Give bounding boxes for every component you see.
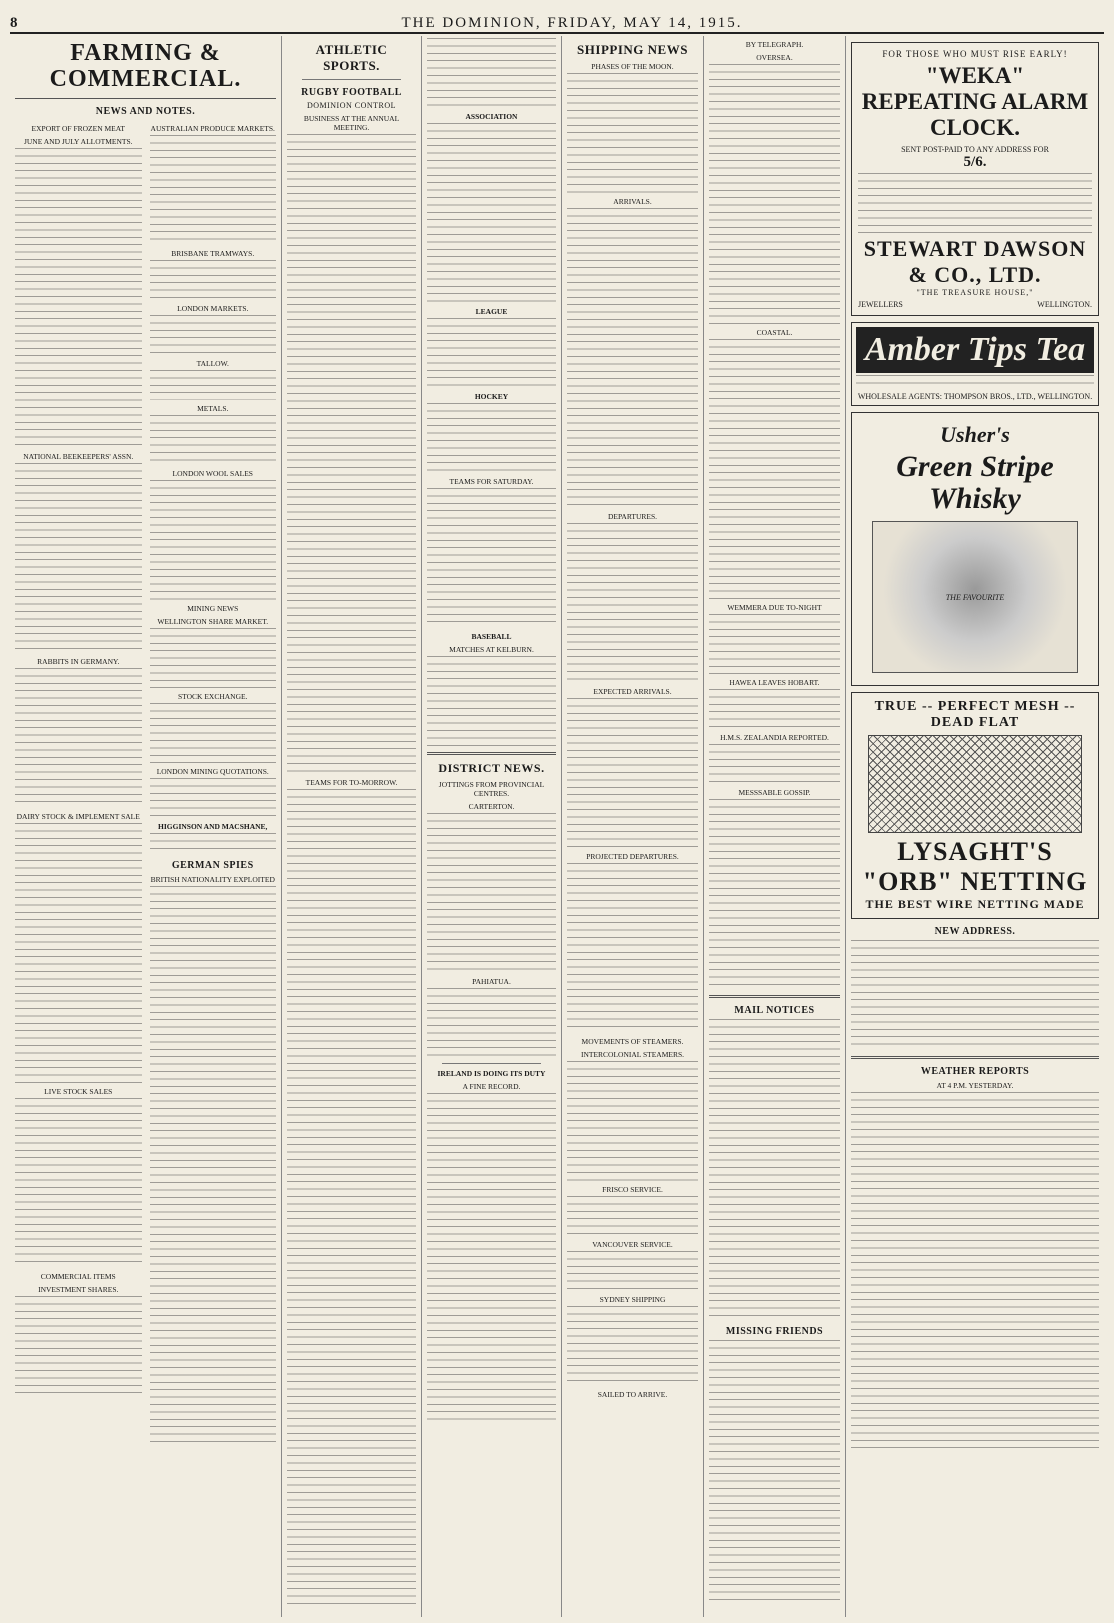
body-text: [427, 403, 556, 473]
tea-agents: WHOLESALE AGENTS: THOMPSON BROS., LTD., WELLINGTON.: [857, 392, 1093, 401]
investment-shares-heading: INVESTMENT SHARES.: [38, 1285, 119, 1294]
body-text: [150, 370, 277, 400]
usher-name: Usher's: [940, 422, 1010, 447]
body-text: [150, 260, 277, 300]
weka-price: 5/6.: [963, 154, 987, 170]
weather-heading: WEATHER REPORTS: [920, 1066, 1030, 1077]
association-column: [422, 36, 562, 1617]
amber-tips-ad: [851, 322, 1099, 406]
district-news-heading: DISTRICT NEWS.: [438, 761, 545, 775]
body-text: [567, 208, 698, 508]
sailed-heading: SAILED TO ARRIVE.: [597, 1390, 668, 1399]
body-text: [15, 823, 142, 1083]
jewellers-label: JEWELLERS: [858, 300, 903, 309]
share-market-heading: WELLINGTON SHARE MARKET.: [157, 617, 269, 626]
body-text: [851, 1092, 1099, 1452]
metals-heading: METALS.: [197, 404, 229, 413]
baseball-heading: BASEBALL: [471, 632, 512, 641]
wire-tagline: THE BEST WIRE NETTING MADE: [865, 897, 1085, 911]
missing-friends-heading: MISSING FRIENDS: [725, 1326, 824, 1337]
body-text: [427, 656, 556, 746]
mesh-tagline: TRUE -- PERFECT MESH -- DEAD FLAT: [874, 699, 1076, 730]
body-text: [150, 415, 277, 465]
green-stripe-title: Green Stripe Whisky: [896, 450, 1054, 515]
coastal-heading: COASTAL.: [756, 328, 793, 337]
body-text: [567, 1061, 698, 1181]
arrivals-heading: ARRIVALS.: [613, 197, 652, 206]
body-text: [150, 833, 277, 853]
body-text: [150, 778, 277, 818]
wemmera-heading: WEMMERA DUE TO-NIGHT: [727, 603, 822, 612]
higginson-ad: HIGGINSON AND MACSHANE,: [158, 822, 268, 831]
kelburn-heading: MATCHES AT KELBURN.: [449, 645, 534, 654]
body-text: [856, 375, 1094, 389]
telegraph-column: [704, 36, 846, 1617]
post-paid-text: SENT POST-PAID TO ANY ADDRESS FOR: [901, 145, 1049, 154]
body-text: [287, 789, 416, 1609]
wellington-label: WELLINGTON.: [1037, 300, 1092, 309]
treasure-house: "THE TREASURE HOUSE,": [916, 288, 1034, 297]
intercolonial-heading: INTERCOLONIAL STEAMERS.: [580, 1050, 685, 1059]
weka-title: "WEKA" REPEATING ALARM CLOCK.: [861, 63, 1089, 140]
athletic-heading: ATHLETIC SPORTS.: [315, 42, 388, 73]
favourite-caption: THE FAVOURITE: [945, 592, 1005, 602]
brisbane-heading: BRISBANE TRAMWAYS.: [171, 249, 255, 258]
hockey-heading: HOCKEY: [474, 392, 509, 401]
expected-heading: EXPECTED ARRIVALS.: [593, 687, 672, 696]
body-text: [709, 1019, 840, 1319]
body-text: [427, 123, 556, 303]
athletic-sports-section: [282, 36, 422, 1617]
body-text: [15, 463, 142, 653]
body-text: [709, 614, 840, 674]
body-text: [709, 744, 840, 784]
carterton-heading: CARTERTON.: [468, 802, 515, 811]
body-text: [851, 940, 1099, 1050]
zealandia-heading: H.M.S. ZEALANDIA REPORTED.: [720, 733, 829, 742]
netting-illustration: [868, 735, 1082, 833]
body-text: [567, 863, 698, 1033]
frisco-heading: FRISCO SERVICE.: [602, 1185, 663, 1194]
stock-exchange-heading: STOCK EXCHANGE.: [178, 692, 248, 701]
body-text: [427, 38, 556, 108]
body-text: [150, 703, 277, 763]
shipping-news-column: [562, 36, 704, 1617]
vancouver-heading: VANCOUVER SERVICE.: [592, 1240, 673, 1249]
body-text: [150, 480, 277, 600]
col2: [150, 120, 277, 1449]
telegraph-heading: BY TELEGRAPH.: [745, 40, 804, 49]
body-text: [709, 1340, 840, 1600]
rabbits-heading: RABBITS IN GERMANY.: [37, 657, 120, 666]
body-text: [567, 1306, 698, 1386]
bottle-illustration: [872, 521, 1078, 673]
body-text: [427, 488, 556, 628]
fine-record-heading: A FINE RECORD.: [462, 1082, 521, 1091]
advertisements-column: [846, 36, 1104, 1617]
movements-heading: MOVEMENTS OF STEAMERS.: [581, 1037, 684, 1046]
rugby-heading: RUGBY FOOTBALL: [301, 87, 402, 98]
body-text: [858, 173, 1092, 233]
body-text: [427, 1093, 556, 1423]
beekeepers-heading: NATIONAL BEEKEEPERS' ASSN.: [23, 452, 134, 461]
body-text: [150, 886, 277, 1446]
usher-whisky-ad: [851, 412, 1099, 686]
oversea-heading: OVERSEA.: [756, 53, 793, 62]
lysaght-netting-ad: [851, 692, 1099, 919]
wool-heading: LONDON WOOL SALES: [172, 469, 253, 478]
shipping-heading: SHIPPING NEWS: [577, 42, 688, 57]
page-number: 8: [10, 15, 18, 31]
projected-heading: PROJECTED DEPARTURES.: [586, 852, 679, 861]
london-markets-heading: LONDON MARKETS.: [177, 304, 249, 313]
body-text: [427, 988, 556, 1058]
body-text: [427, 813, 556, 973]
body-text: [150, 315, 277, 355]
tallow-heading: TALLOW.: [196, 359, 229, 368]
weka-clock-ad: [851, 42, 1099, 316]
ireland-heading: IRELAND IS DOING ITS DUTY: [437, 1069, 546, 1078]
body-text: [15, 1098, 142, 1268]
departures-heading: DEPARTURES.: [607, 512, 658, 521]
hawea-heading: HAWEA LEAVES HOBART.: [729, 678, 820, 687]
body-text: [15, 148, 142, 448]
sydney-shipping-heading: SYDNEY SHIPPING: [599, 1295, 666, 1304]
jottings-heading: JOTTINGS FROM PROVINCIAL CENTRES.: [438, 780, 545, 798]
early-tagline: FOR THOSE WHO MUST RISE EARLY!: [882, 49, 1068, 59]
body-text: [150, 135, 277, 245]
aus-produce-heading: AUSTRALIAN PRODUCE MARKETS.: [150, 124, 275, 133]
masthead-title: THE DOMINION, FRIDAY, MAY 14, 1915.: [401, 15, 743, 31]
masthead: [10, 6, 1104, 34]
dairy-sale-heading: DAIRY STOCK & IMPLEMENT SALE: [16, 812, 140, 821]
col1-left: [15, 120, 142, 1449]
farming-commercial-heading: FARMING & COMMERCIAL.: [15, 40, 276, 99]
body-text: [427, 318, 556, 388]
lysaght-title: LYSAGHT'S "ORB" NETTING: [862, 837, 1088, 896]
body-text: [567, 1251, 698, 1291]
body-text: [567, 73, 698, 193]
body-text: [567, 698, 698, 848]
body-text: [15, 668, 142, 808]
body-text: [287, 134, 416, 774]
weather-time: AT 4 P.M. YESTERDAY.: [936, 1081, 1014, 1090]
mining-heading: MINING NEWS: [187, 604, 239, 613]
body-text: [567, 523, 698, 683]
body-text: [150, 628, 277, 688]
mail-notices-heading: MAIL NOTICES: [734, 1005, 815, 1016]
body-text: [709, 799, 840, 989]
body-text: [567, 1196, 698, 1236]
commercial-items-heading: COMMERCIAL ITEMS: [40, 1272, 116, 1281]
stewart-dawson: STEWART DAWSON & CO., LTD.: [863, 236, 1087, 287]
moon-phases-heading: PHASES OF THE MOON.: [591, 62, 674, 71]
dominion-control-heading: DOMINION CONTROL: [306, 101, 397, 110]
news-notes-heading: NEWS AND NOTES.: [95, 106, 196, 117]
german-spies-heading: GERMAN SPIES: [171, 860, 254, 871]
association-heading: ASSOCIATION: [465, 112, 518, 121]
live-stock-heading: LIVE STOCK SALES: [44, 1087, 113, 1096]
teams-tomorrow-heading: TEAMS FOR TO-MORROW.: [305, 778, 398, 787]
body-text: [15, 1296, 142, 1396]
business-heading: BUSINESS AT THE ANNUAL MEETING.: [303, 114, 400, 132]
farming-commercial-section: [10, 36, 282, 1617]
new-address-heading: NEW ADDRESS.: [934, 926, 1016, 937]
export-heading: EXPORT OF FROZEN MEAT: [31, 124, 125, 133]
teams-saturday-heading: TEAMS FOR SATURDAY.: [449, 477, 534, 486]
british-nationality-heading: BRITISH NATIONALITY EXPLOITED: [150, 875, 275, 884]
london-mining-heading: LONDON MINING QUOTATIONS.: [156, 767, 269, 776]
body-text: [709, 339, 840, 599]
amber-tips-logo: Amber Tips Tea: [856, 327, 1094, 373]
export-subheading: JUNE AND JULY ALLOTMENTS.: [23, 137, 133, 146]
body-text: [709, 64, 840, 324]
league-heading: LEAGUE: [475, 307, 508, 316]
body-text: [709, 689, 840, 729]
gossip-heading: MESSSABLE GOSSIP.: [738, 788, 811, 797]
pahiatua-heading: PAHIATUA.: [472, 977, 511, 986]
